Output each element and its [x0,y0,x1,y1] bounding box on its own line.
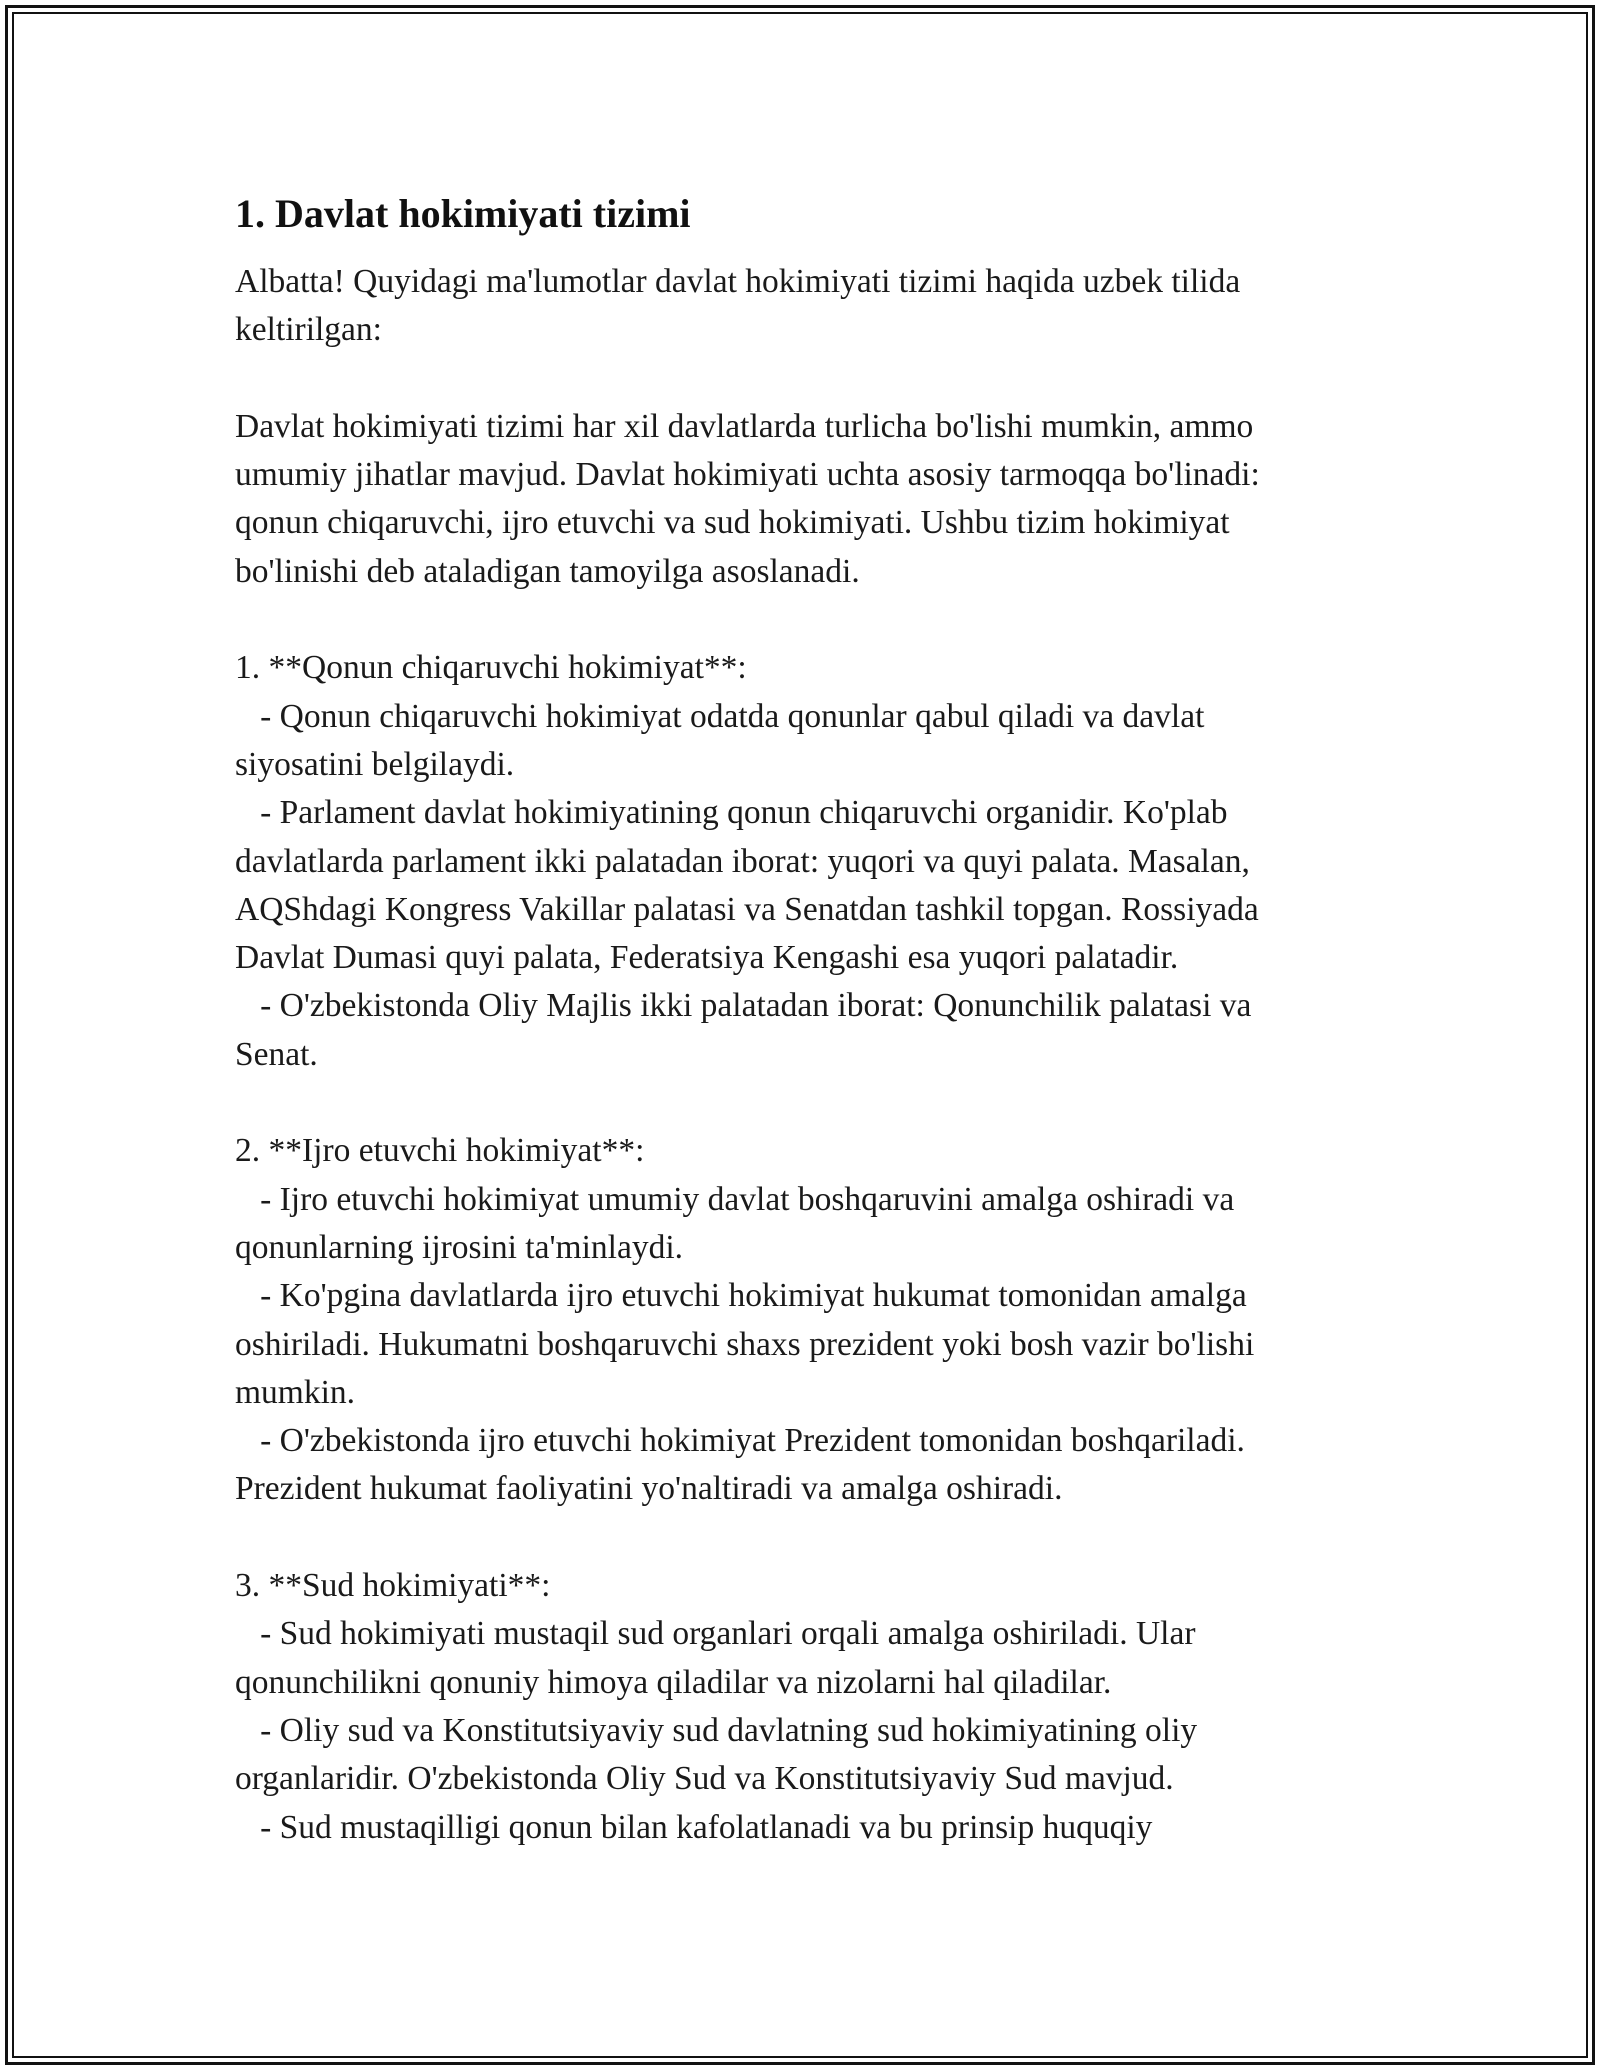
text-line: qonunchilikni qonuniy himoya qiladilar va nizolarni hal qiladilar. [235,1663,1112,1701]
text-line: - Sud mustaqilligi qonun bilan kafolatlanadi va bu prinsip huquqiy [235,1808,1153,1846]
text-line: - O'zbekistonda Oliy Majlis ikki palatadan iborat: Qonunchilik palatasi va [235,987,1252,1025]
document-body [235,186,1375,1852]
text-line: - Qonun chiqaruvchi hokimiyat odatda qonunlar qabul qiladi va davlat [235,697,1205,735]
paragraph-overview [235,403,1375,596]
text-line: mumkin. [235,1373,356,1411]
text-line: organlaridir. O'zbekistonda Oliy Sud va Konstitutsiyaviy Sud mavjud. [235,1760,1174,1798]
text-line: Davlat Dumasi quyi palata, Federatsiya Kengashi esa yuqori palatadir. [235,939,1179,977]
section-executive [235,1127,1375,1513]
text-line: - O'zbekistonda ijro etuvchi hokimiyat Prezident tomonidan boshqariladi. [235,1422,1245,1460]
text-line: Senat. [235,1035,318,1073]
section-legislative [235,644,1375,1079]
text-line: qonun chiqaruvchi, ijro etuvchi va sud hokimiyati. Ushbu tizim hokimiyat [235,504,1230,542]
paragraph-intro [235,258,1375,355]
section-heading: 1. **Qonun chiqaruvchi hokimiyat**: [235,649,747,687]
text-line: siyosatini belgilaydi. [235,745,515,783]
text-line: umumiy jihatlar mavjud. Davlat hokimiyati uchta asosiy tarmoqqa bo'linadi: [235,456,1260,494]
text-line: Albatta! Quyidagi ma'lumotlar davlat hokimiyati tizimi haqida uzbek tilida [235,263,1241,300]
section-heading: 3. **Sud hokimiyati**: [235,1567,551,1605]
text-line: bo'linishi deb ataladigan tamoyilga asoslanadi. [235,552,860,590]
text-line: davlatlarda parlament ikki palatadan iborat: yuqori va quyi palata. Masalan, [235,842,1250,880]
text-line: qonunlarning ijrosini ta'minlaydi. [235,1228,683,1266]
text-line: - Parlament davlat hokimiyatining qonun chiqaruvchi organidir. Ko'plab [235,794,1228,832]
text-line: - Sud hokimiyati mustaqil sud organlari orqali amalga oshiriladi. Ular [235,1615,1196,1653]
text-line: - Oliy sud va Konstitutsiyaviy sud davlatning sud hokimiyatining oliy [235,1711,1198,1749]
page-title: 1. Davlat hokimiyati tizimi [235,191,691,236]
text-line: Davlat hokimiyati tizimi har xil davlatlarda turlicha bo'lishi mumkin, ammo [235,407,1254,445]
text-line: - Ko'pgina davlatlarda ijro etuvchi hokimiyat hukumat tomonidan amalga [235,1277,1247,1315]
text-line: Prezident hukumat faoliyatini yo'naltiradi va amalga oshiradi. [235,1470,1063,1508]
text-line: keltirilgan: [235,311,382,349]
section-judicial [235,1562,1375,1852]
section-heading: 2. **Ijro etuvchi hokimiyat**: [235,1132,645,1170]
text-line: AQShdagi Kongress Vakillar palatasi va Senatdan tashkil topgan. Rossiyada [235,890,1259,928]
text-line: oshiriladi. Hukumatni boshqaruvchi shaxs prezident yoki bosh vazir bo'lishi [235,1325,1255,1363]
text-line: - Ijro etuvchi hokimiyat umumiy davlat boshqaruvini amalga oshiradi va [235,1180,1235,1218]
